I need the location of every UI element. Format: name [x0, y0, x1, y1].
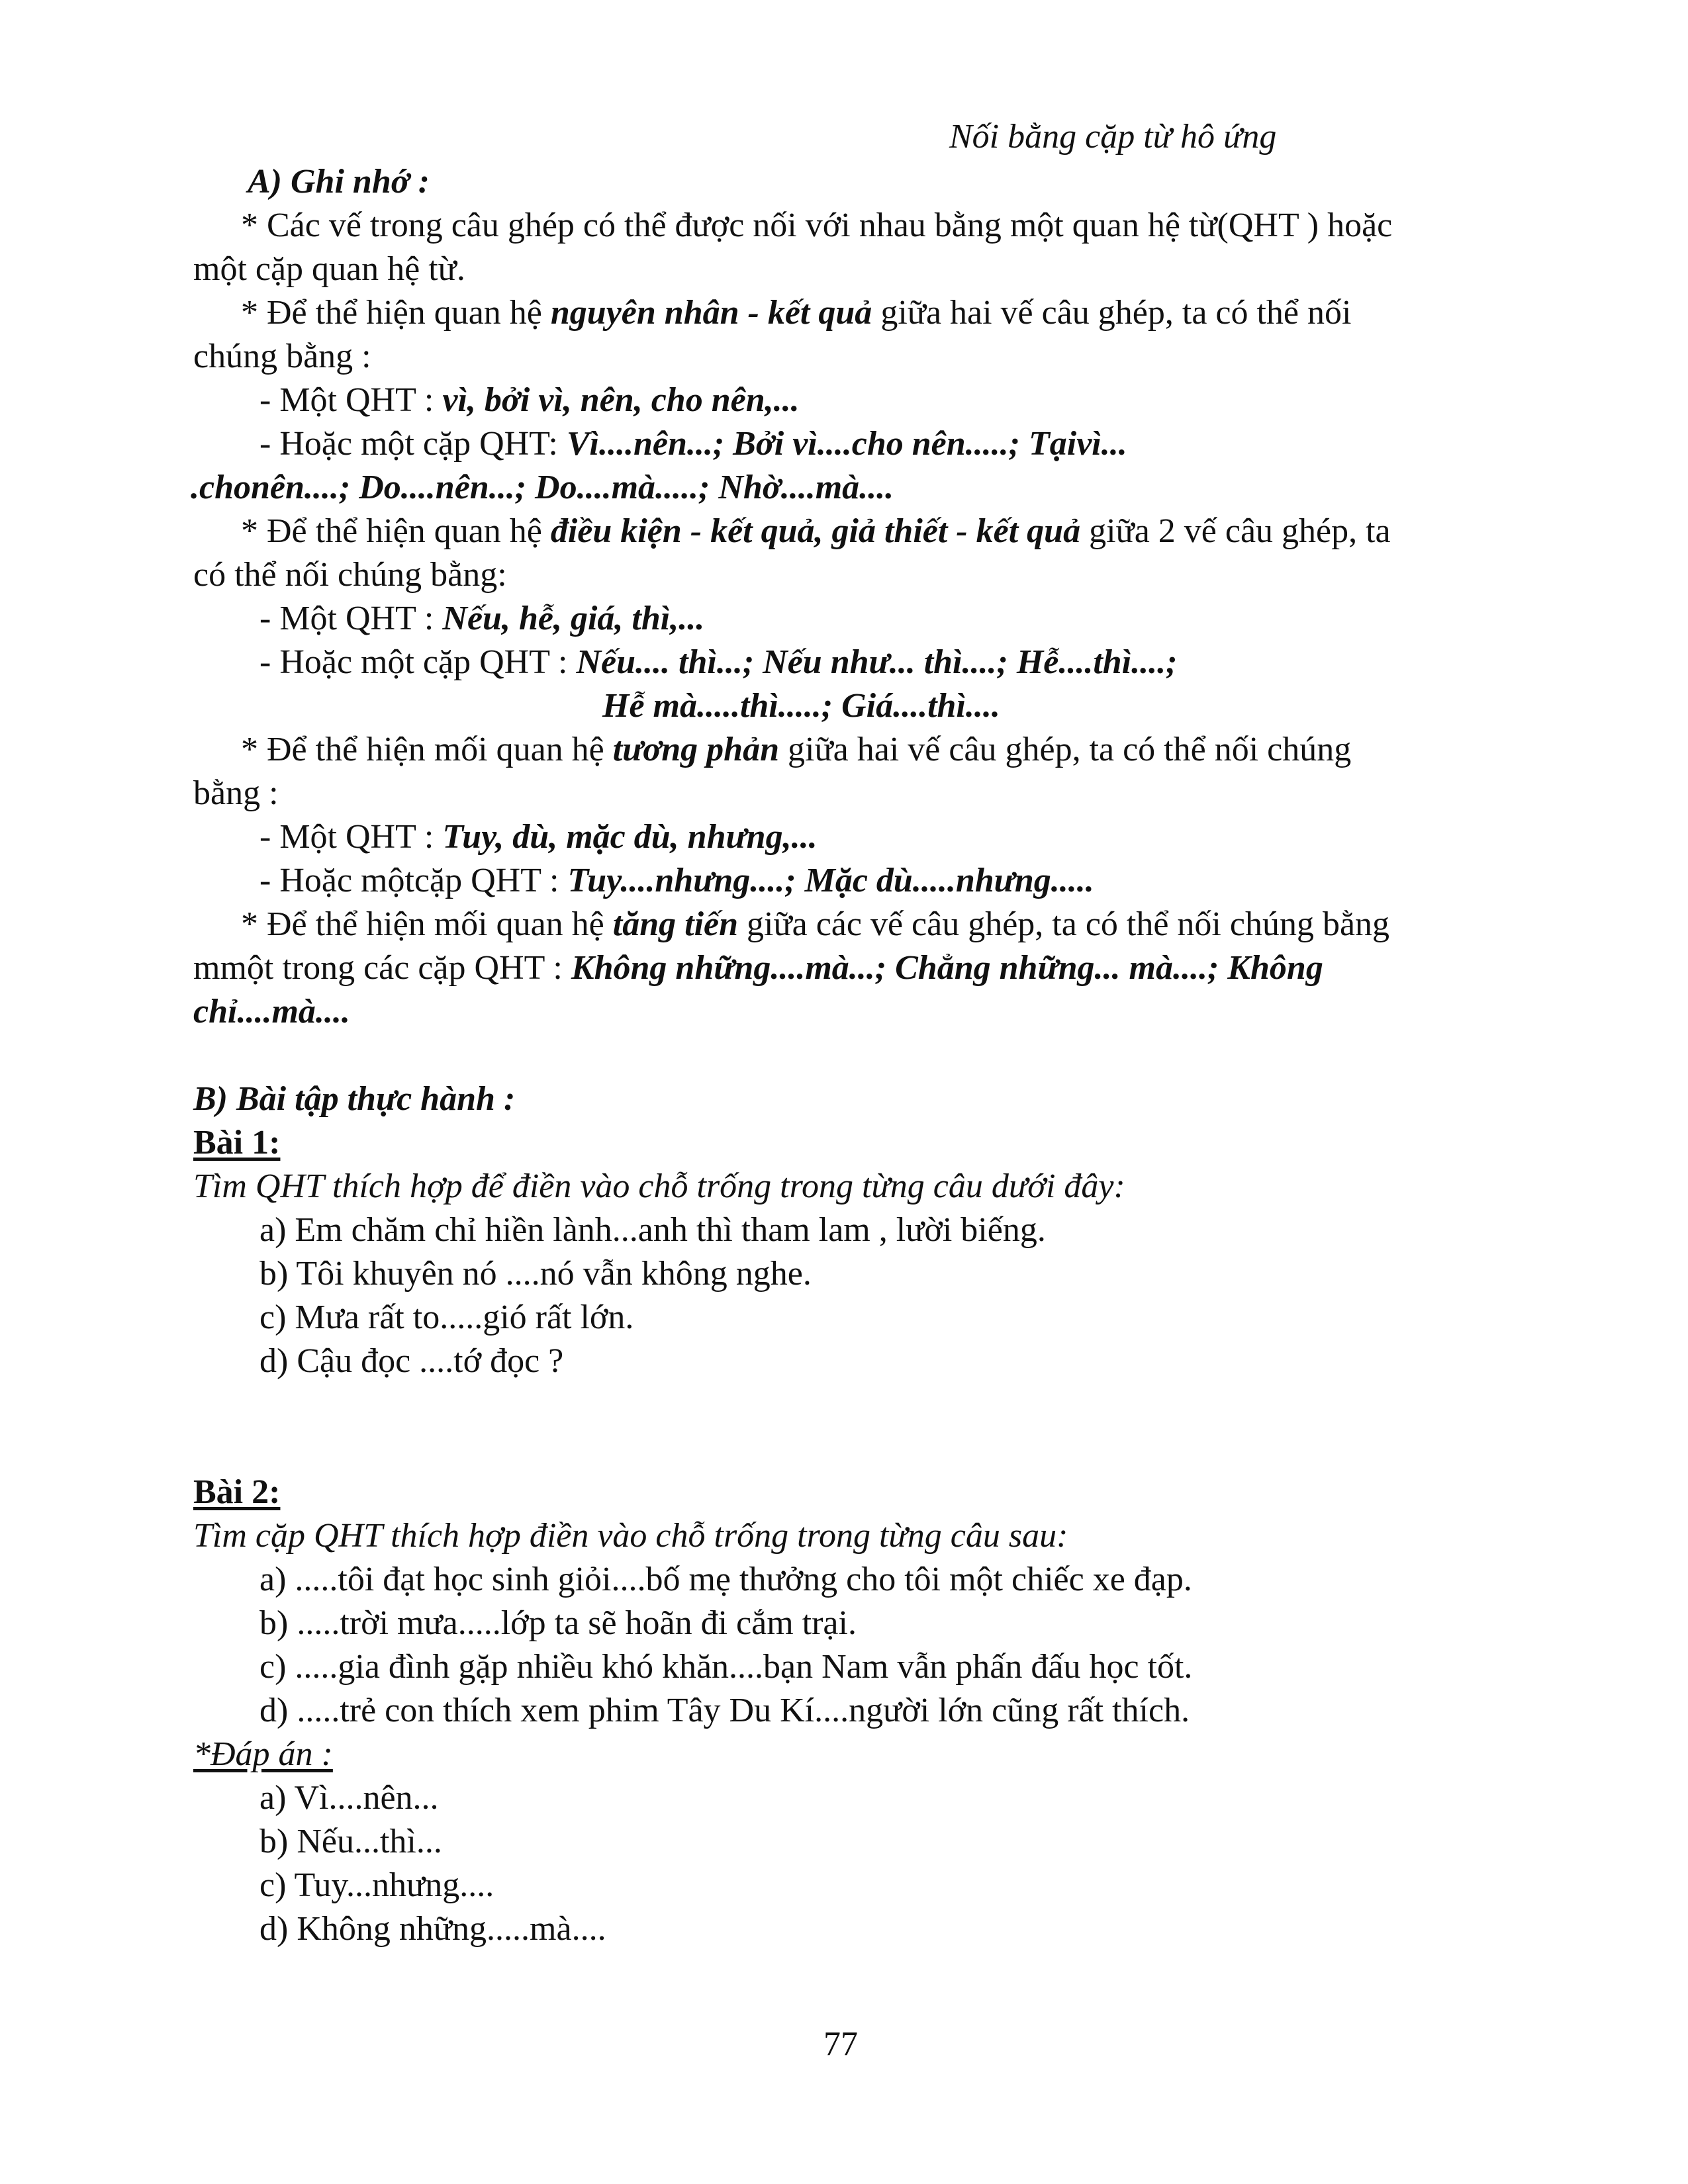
para2-line2: chúng bằng :: [193, 338, 371, 375]
exercise1-instruction: Tìm QHT thích hợp để điền vào chỗ trống trong từng câu dưới đây:: [193, 1167, 1125, 1205]
answer-item: d) Không những.....mà....: [259, 1910, 606, 1948]
exercise1-item: d) Cậu đọc ....tớ đọc ?: [259, 1342, 564, 1380]
para3-emphasis: điều kiện - kết quả, giả thiết - kết quả: [550, 512, 1081, 550]
para3-text-end: giữa 2 vế câu ghép, ta: [1080, 512, 1391, 550]
exercise1-item: a) Em chăm chỉ hiền lành...anh thì tham lam , lười biếng.: [259, 1211, 1046, 1249]
exercise2-item: c) .....gia đình gặp nhiều khó khăn....bạn Nam vẫn phấn đấu học tốt.: [259, 1648, 1193, 1686]
para2-text-end: giữa hai vế câu ghép, ta có thể nối: [872, 294, 1352, 332]
para2-item1: [259, 379, 800, 422]
para4-emphasis: tương phản: [612, 731, 780, 768]
page-number: 77: [823, 2025, 858, 2063]
para2-emphasis: nguyên nhân - kết quả: [550, 294, 872, 332]
para1-line2: một cặp quan hệ từ.: [193, 250, 465, 288]
para3-item1-label: - Một QHT :: [259, 600, 443, 637]
para2-item2-continued: .chonên....; Do....nên...; Do....mà.....; Nhờ....mà....: [191, 469, 894, 506]
para4-item1: [259, 815, 818, 859]
para2-text: * Để thể hiện quan hệ: [241, 294, 551, 332]
para3-item1: [259, 597, 704, 641]
para4-line1: [241, 728, 1351, 772]
para2-item2-words: Vì....nên...; Bởi vì....cho nên.....; Tạivì...: [566, 425, 1127, 463]
exercise1-title: Bài 1:: [193, 1124, 281, 1161]
para4-line2: bằng :: [193, 774, 279, 812]
para5-line2-text: mmột trong các cặp QHT :: [193, 949, 571, 987]
section-a-heading: A) Ghi nhớ :: [248, 163, 430, 201]
para2-item2: [259, 422, 1127, 466]
para2-item2-label: - Hoặc một cặp QHT:: [259, 425, 567, 463]
para5-line2: [193, 946, 1323, 990]
para5-line2-words: Không những....mà...; Chẳng những... mà....; Không: [571, 949, 1323, 987]
para5-line3: chỉ....mà....: [193, 993, 350, 1030]
para5-line1: [241, 903, 1389, 946]
para5-emphasis: tăng tiến: [612, 905, 739, 943]
para5-text-end: giữa các vế câu ghép, ta có thể nối chúng bằng: [738, 905, 1390, 943]
section-b-heading: B) Bài tập thực hành :: [193, 1080, 516, 1118]
para2-item1-words: vì, bởi vì, nên, cho nên,...: [442, 381, 800, 419]
para3-text: * Để thể hiện quan hệ: [241, 512, 551, 550]
exercise2-item: d) .....trẻ con thích xem phim Tây Du Kí....người lớn cũng rất thích.: [259, 1692, 1190, 1729]
exercise2-instruction: Tìm cặp QHT thích hợp điền vào chỗ trống trong từng câu sau:: [193, 1517, 1068, 1555]
page-header-title: Nối bằng cặp từ hô ứng: [949, 118, 1277, 156]
para3-item2-label: - Hoặc một cặp QHT :: [259, 643, 577, 681]
para4-item2: [259, 859, 1094, 903]
para4-text: * Để thể hiện mối quan hệ: [241, 731, 613, 768]
para2-line1: [241, 291, 1351, 335]
para3-line1: [241, 510, 1391, 553]
exercise1-item: c) Mưa rất to.....gió rất lớn.: [259, 1298, 634, 1336]
para3-item2-continued: Hễ mà.....thì.....; Giá....thì....: [602, 687, 1000, 725]
para4-item2-words: Tuy....nhưng....; Mặc dù.....nhưng.....: [567, 862, 1094, 899]
exercise2-item: b) .....trời mưa.....lớp ta sẽ hoãn đi cắm trại.: [259, 1604, 857, 1642]
para3-item2: [259, 641, 1178, 684]
exercise1-item: b) Tôi khuyên nó ....nó vẫn không nghe.: [259, 1255, 812, 1293]
para5-text: * Để thể hiện mối quan hệ: [241, 905, 613, 943]
answer-item: b) Nếu...thì...: [259, 1823, 442, 1860]
exercise2-item: a) .....tôi đạt học sinh giỏi....bố mẹ thưởng cho tôi một chiếc xe đạp.: [259, 1561, 1192, 1598]
para3-item1-words: Nếu, hễ, giá, thì,...: [442, 600, 705, 637]
para3-item2-words: Nếu.... thì...; Nếu như... thì....; Hễ....thì....;: [576, 643, 1178, 681]
para2-item1-label: - Một QHT :: [259, 381, 443, 419]
answer-item: a) Vì....nên...: [259, 1779, 439, 1817]
para4-item1-words: Tuy, dù, mặc dù, nhưng,...: [442, 818, 818, 856]
answer-label: *Đáp án :: [193, 1735, 333, 1773]
para4-text-end: giữa hai vế câu ghép, ta có thể nối chúng: [779, 731, 1352, 768]
para3-line2: có thể nối chúng bằng:: [193, 556, 507, 594]
para4-item1-label: - Một QHT :: [259, 818, 443, 856]
answer-item: c) Tuy...nhưng....: [259, 1866, 494, 1904]
exercise2-title: Bài 2:: [193, 1473, 281, 1511]
para1-line1: * Các vế trong câu ghép có thể được nối với nhau bằng một quan hệ từ(QHT ) hoặc: [241, 206, 1393, 244]
para4-item2-label: - Hoặc mộtcặp QHT :: [259, 862, 568, 899]
